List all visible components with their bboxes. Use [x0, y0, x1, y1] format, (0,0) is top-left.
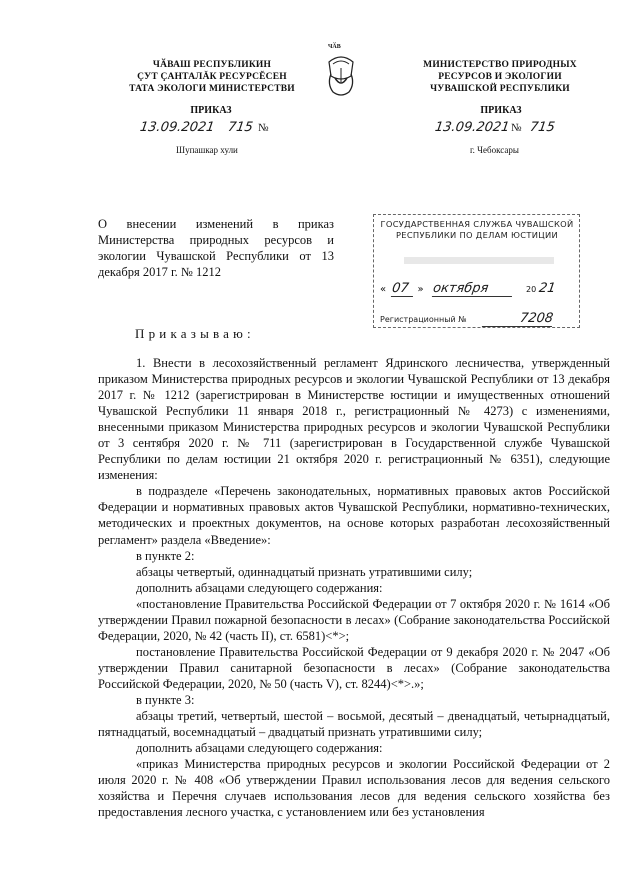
- stamp-quote-open: «: [380, 284, 387, 295]
- stamp-month: октября: [432, 281, 514, 297]
- city-right: г. Чебоксары: [470, 145, 519, 155]
- header-right-line2: РЕСУРСОВ И ЭКОЛОГИИ: [438, 72, 562, 82]
- header-left-line1: ЧӐВАШ РЕСПУБЛИКИН: [152, 60, 272, 70]
- order-word-left: ПРИКАЗ: [190, 105, 232, 116]
- ministry-header-chuvash: [112, 59, 312, 95]
- ministry-header-russian: [400, 59, 600, 95]
- stamp-line2: РЕСПУБЛИКИ ПО ДЕЛАМ ЮСТИЦИИ: [395, 230, 559, 240]
- registration-stamp: [373, 214, 580, 328]
- stamp-registration: [380, 311, 553, 327]
- emblem-caption: ЧӐВ: [328, 44, 341, 50]
- order-word-right: ПРИКАЗ: [480, 105, 522, 116]
- paragraph: дополнить абзацами следующего содержания:: [136, 741, 383, 756]
- stamp-date: [380, 281, 556, 297]
- order-number-right: 715: [528, 120, 556, 135]
- header-right-line1: МИНИСТЕРСТВО ПРИРОДНЫХ: [423, 60, 577, 70]
- city-left: Шупашкар хули: [176, 145, 238, 155]
- paragraph: 1. Внести в лесохозяйственный регламент Ядринского лесничества, утвержденный приказом Министерства природных ресурсов и экологии Чувашской Республики от 13 декабря 2017 г. № 1212 (зарегистрирован в Министерстве юстиции и имущественных отношений Чувашской Республики 11 января 2018 г., регистрационный № 4273) с изменениями, внесенными приказом Министерства природных ресурсов и экологии Чувашской Республики от 3 сентября 2020 г. № 711 (зарегистрирован в Государственной службе Чувашской Республики по делам юстиции 21 октября 2020 г. регистрационный № 6351), следующие изменения:: [98, 356, 610, 483]
- paragraph: абзацы третий, четвертый, шестой – восьмой, десятый – двенадцатый, четырнадцатый, пятнадцатый, восемнадцатый – двадцатый признать утратившими силу;: [98, 709, 610, 740]
- stamp-year-prefix: 20: [526, 285, 537, 294]
- number-sign-right: №: [511, 122, 522, 134]
- paragraph: в пункте 3:: [136, 692, 195, 707]
- paragraph: в пункте 2:: [136, 548, 195, 563]
- stamp-title: [380, 219, 574, 241]
- order-number-left: 715: [226, 120, 254, 135]
- order-date-right: 13.09.2021: [433, 120, 511, 135]
- stamp-line1: ГОСУДАРСТВЕННАЯ СЛУЖБА ЧУВАШСКОЙ: [380, 219, 574, 229]
- paragraph: постановление Правительства Российской Федерации от 9 декабря 2020 г. № 2047 «Об утверждении Правил санитарной безопасности в лесах» (Собрание законодательства Российской Федерации, 2020, № 50 (часть V), ст. 8244)<*>.»;: [98, 644, 610, 691]
- header-right-line3: ЧУВАШСКОЙ РЕСПУБЛИКИ: [430, 84, 570, 94]
- number-sign-left: №: [258, 122, 269, 134]
- stamp-reg-label: Регистрационный №: [380, 315, 467, 324]
- paragraph: абзацы четвертый, одиннадцатый признать утратившими силу;: [136, 564, 473, 579]
- stamp-reg-number: 7208: [482, 311, 554, 327]
- order-date-left: 13.09.2021: [138, 120, 216, 135]
- emblem-icon: [321, 48, 361, 100]
- header-left-line2: ÇУТ ÇАНТАЛĂК РЕСУРСĔСЕН: [137, 72, 287, 82]
- paragraph: «приказ Министерства природных ресурсов и экологии Российской Федерации от 2 июля 2020 г. № 408 «Об утверждении Правил использования лесов для ведения сельского хозяйства и Перечня случаев использования лесов для ведения сельского хозяйства без предоставления лесного участка, с установлением или без установления: [98, 757, 610, 820]
- stamp-faded-line: [404, 257, 554, 264]
- paragraph: «постановление Правительства Российской Федерации от 7 октября 2020 г. № 1614 «Об утверждении Правил пожарной безопасности в лесах» (Собрание законодательства Российской Федерации, 2020, № 42 (часть II), ст. 6581)<*>;: [98, 596, 610, 643]
- stamp-quote-close: »: [417, 284, 424, 295]
- order-body: [98, 355, 610, 820]
- paragraph: дополнить абзацами следующего содержания:: [136, 580, 383, 595]
- order-subject: О внесении изменений в приказ Министерства природных ресурсов и экологии Чувашской Республики от 13 декабря 2017 г. № 1212: [98, 217, 334, 279]
- stamp-day: 07: [391, 281, 415, 297]
- paragraph: в подразделе «Перечень законодательных, нормативных правовых актов Российской Федерации и нормативных правовых актов Чувашской Республики, нормативно-технических, методических и проектных документов, на основе которых разработан лесохозяйственный регламент» раздела «Введение»:: [98, 484, 610, 547]
- stamp-year: 21: [538, 281, 557, 296]
- header-left-line3: ТАТА ЭКОЛОГИ МИНИСТЕРСТВИ: [129, 84, 295, 94]
- order-heading: Приказываю:: [135, 326, 255, 341]
